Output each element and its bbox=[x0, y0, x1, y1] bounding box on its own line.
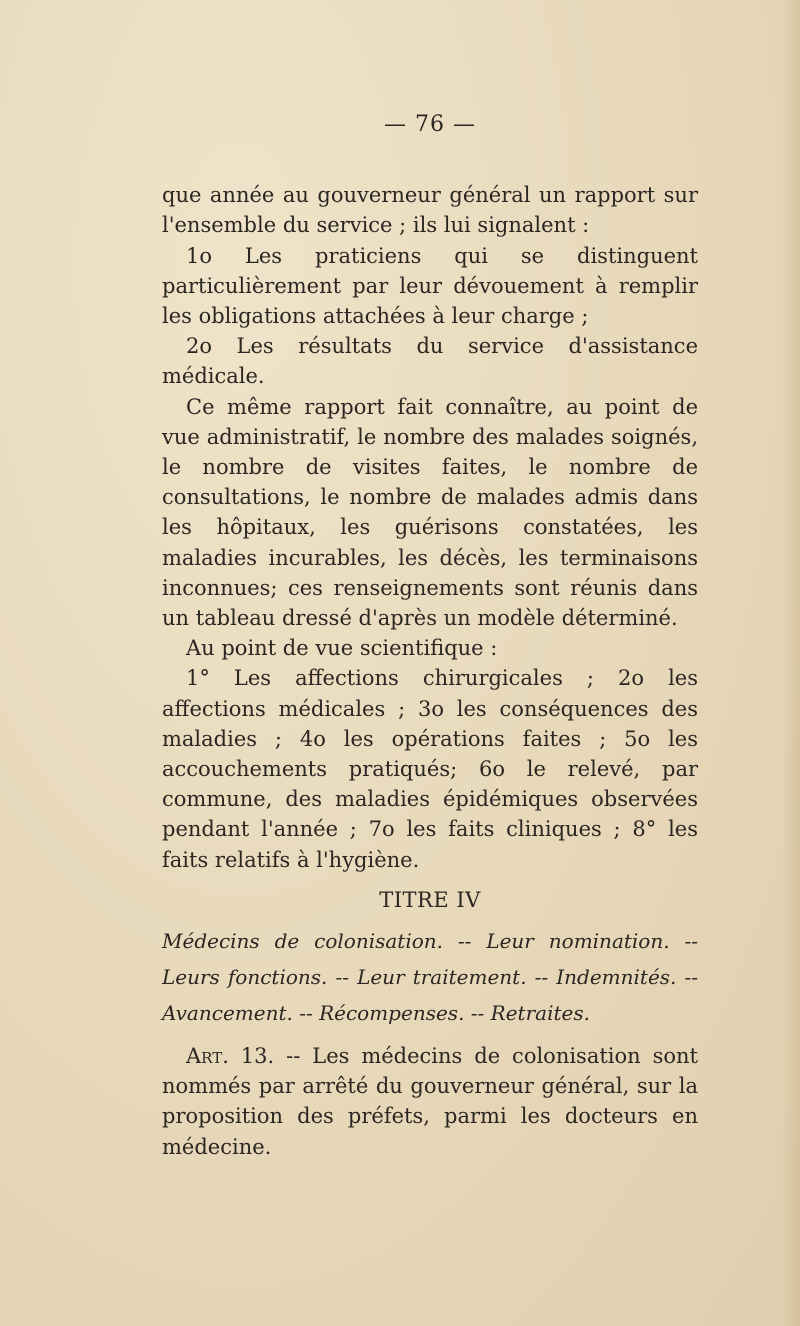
section-subtitle: Médecins de colonisation. -- Leur nomination. -- Leurs fonctions. -- Leur traitement. -- Indemnités. -- Avancement. -- Récompenses. -- Retraites. bbox=[162, 929, 698, 1026]
paragraph-4: Ce même rapport fait connaître, au point de vue administratif, le nombre des malades soignés, le nombre de visites faites, le nombre de consultations, le nombre de malades admis dans les hôpitaux, les guérisons constatées, les maladies incurables, les décès, les terminaisons inconnues; ces renseignements sont réunis dans un tableau dressé d'après un modèle déterminé. bbox=[162, 394, 698, 631]
page-edge-shadow bbox=[782, 0, 800, 1326]
article-13 bbox=[162, 1041, 698, 1162]
document-page bbox=[162, 110, 698, 1162]
paragraph-2: 1o Les praticiens qui se distinguent particulièrement par leur dévouement à remplir les obligations attachées à leur charge ; bbox=[162, 243, 698, 329]
paragraph-3: 2o Les résultats du service d'assistance médicale. bbox=[162, 334, 698, 389]
paragraph-5: Au point de vue scientifique : bbox=[186, 636, 498, 661]
paragraph-6: 1° Les affections chirurgicales ; 2o les affections médicales ; 3o les conséquences des maladies ; 4o les opérations faites ; 5o les accouchements pratiqués; 6o le relevé, par commune, des maladies épidémiques observées pendant l'année ; 7o les faits cliniques ; 8° les faits relatifs à l'hygiène. bbox=[162, 666, 698, 872]
article-label: Art. 13. bbox=[186, 1044, 275, 1069]
paragraph-1: que année au gouverneur général un rapport sur l'ensemble du service ; ils lui signalent : bbox=[162, 183, 698, 238]
page-number: — 76 — bbox=[384, 112, 476, 137]
article-text: -- Les médecins de colonisation sont nommés par arrêté du gouverneur général, sur la proposition des préfets, parmi les docteurs en médecine. bbox=[162, 1044, 698, 1159]
section-title: TITRE IV bbox=[379, 887, 481, 912]
